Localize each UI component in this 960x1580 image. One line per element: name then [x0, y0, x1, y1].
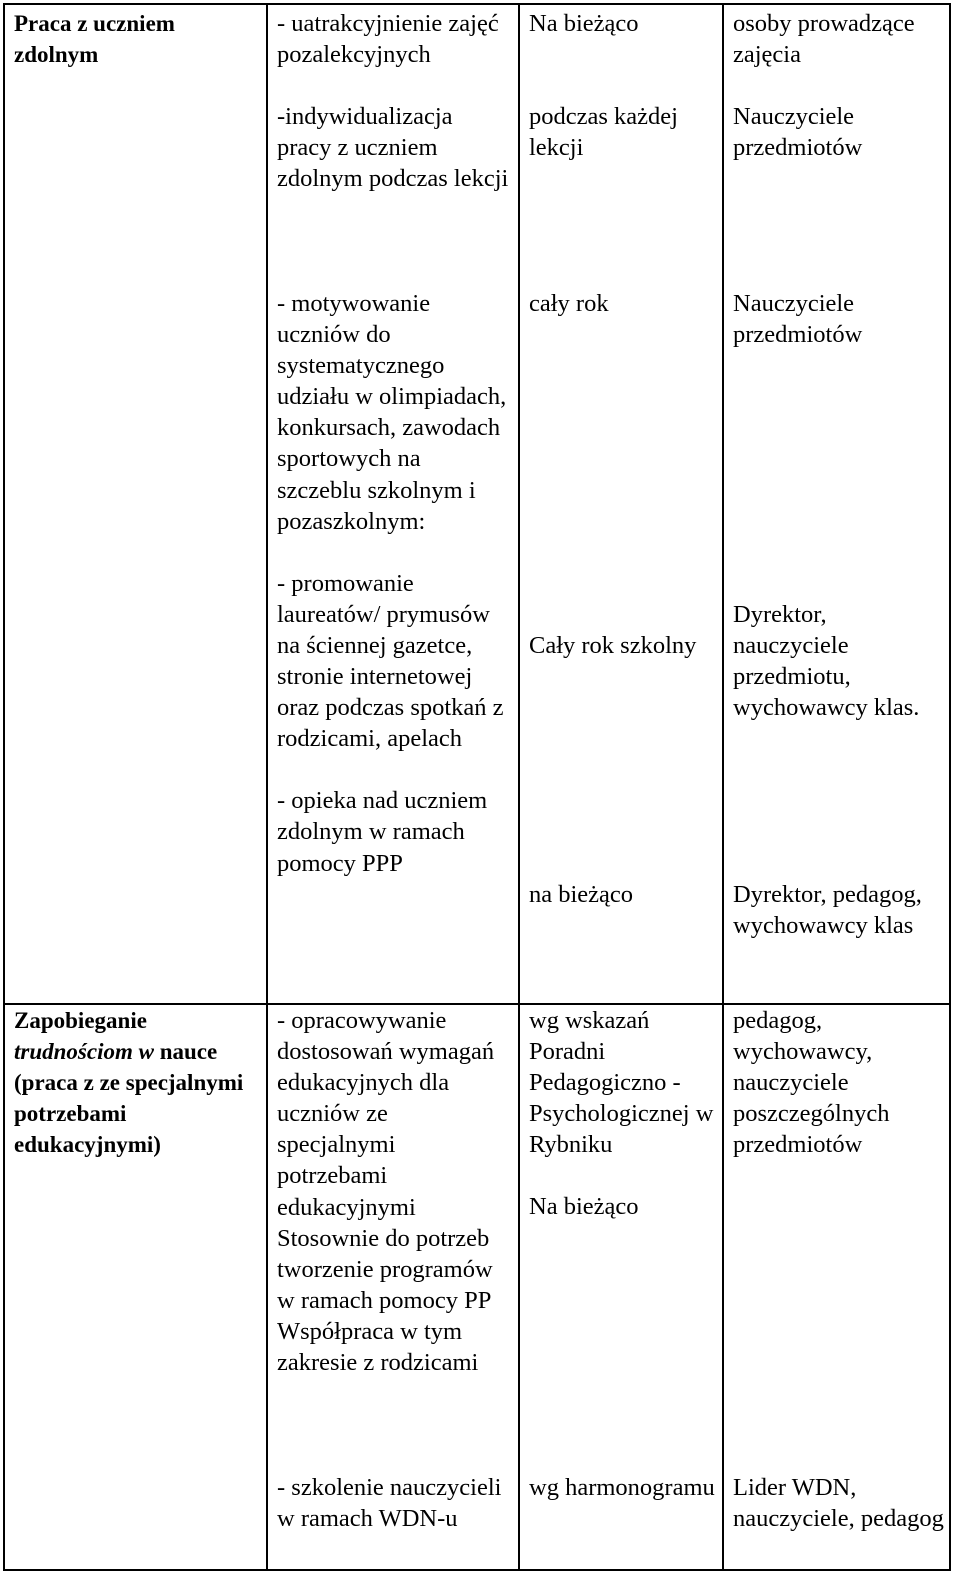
topic-part: Zapobieganie — [14, 1008, 147, 1033]
column-divider-2 — [518, 3, 520, 1571]
term-item: na bieżąco — [529, 881, 634, 908]
plan-table — [3, 3, 951, 1571]
responsible-item: Dyrektor, nauczyciele przedmiotu, wychowawcy klas. — [733, 601, 920, 722]
responsible-item: Nauczyciele przedmiotów — [733, 103, 863, 162]
term-item: wg harmonogramu — [529, 1474, 715, 1501]
column-divider-1 — [266, 3, 268, 1571]
responsible-gifted-4 — [733, 879, 947, 941]
task-item: - opracowywanie dostosowań wymagań edukacyjnych dla uczniów ze specjalnymi potrzebami edukacyjnymi — [277, 1007, 495, 1221]
responsible-item: Dyrektor, pedagog, wychowawcy klas — [733, 881, 922, 940]
column-divider-3 — [722, 3, 724, 1571]
responsible-item: pedagog, wychowawcy, nauczyciele poszczególnych przedmiotów — [733, 1007, 890, 1159]
terms-gifted-2 — [529, 288, 715, 319]
tasks-difficulties-2 — [277, 1472, 509, 1534]
tasks-difficulties-1 — [277, 1005, 509, 1378]
term-item: wg wskazań Poradni Pedagogiczno - Psychologicznej w Rybniku — [529, 1007, 714, 1159]
task-item: - opieka nad uczniem zdolnym w ramach pomocy PPP — [277, 787, 488, 877]
terms-gifted-3 — [529, 630, 715, 661]
terms-difficulties-1 — [529, 1005, 715, 1223]
topic-label: Praca z uczniem zdolnym — [14, 11, 175, 68]
term-item: Na bieżąco — [529, 10, 639, 37]
terms-gifted-1 — [529, 8, 715, 163]
task-item: Współpraca w tym zakresie z rodzicami — [277, 1317, 479, 1377]
responsible-difficulties-1 — [733, 1005, 947, 1160]
tasks-gifted-1 — [277, 8, 509, 194]
responsible-difficulties-2 — [733, 1472, 947, 1534]
term-item: podczas każdej lekcji — [529, 103, 678, 162]
responsible-gifted-2 — [733, 288, 947, 350]
topic-part-italic: trudnościom w — [14, 1039, 154, 1065]
responsible-item: Nauczyciele przedmiotów — [733, 290, 863, 349]
table-border-top — [3, 3, 951, 5]
task-item: - uatrakcyjnienie zajęć pozalekcyjnych — [277, 10, 499, 69]
table-border-right — [949, 3, 951, 1571]
topic-part: nauce (praca z ze specjalnymi potrzebami edukacyjnymi) — [14, 1039, 244, 1158]
responsible-item: Lider WDN, nauczyciele, pedagog — [733, 1474, 944, 1533]
task-item: - szkolenie nauczycieli w ramach WDN-u — [277, 1474, 502, 1533]
tasks-gifted-2 — [277, 288, 509, 879]
task-item: -indywidualizacja pracy z uczniem zdolnym podczas lekcji — [277, 103, 509, 193]
task-item: - motywowanie uczniów do systematycznego udziału w olimpiadach, konkursach, zawodach sportowych na szczeblu szkolnym i pozaszkolnym: — [277, 290, 507, 535]
responsible-gifted-3 — [733, 599, 947, 723]
terms-difficulties-2 — [529, 1472, 715, 1503]
topic-gifted-students — [14, 8, 254, 70]
table-border-bottom — [3, 1569, 951, 1571]
responsible-gifted-1 — [733, 8, 947, 163]
table-border-left — [3, 3, 5, 1571]
term-item: Cały rok szkolny — [529, 632, 697, 659]
terms-gifted-4 — [529, 879, 715, 910]
responsible-item: osoby prowadzące zajęcia — [733, 10, 915, 69]
task-item: - promowanie laureatów/ prymusów na ściennej gazetce, stronie internetowej oraz podczas spotkań z rodzicami, apelach — [277, 569, 504, 753]
term-item: cały rok — [529, 290, 609, 317]
term-item: Na bieżąco — [529, 1193, 639, 1221]
task-item: Stosownie do potrzeb tworzenie programów w ramach pomocy PP — [277, 1224, 493, 1314]
topic-learning-difficulties — [14, 1005, 254, 1160]
